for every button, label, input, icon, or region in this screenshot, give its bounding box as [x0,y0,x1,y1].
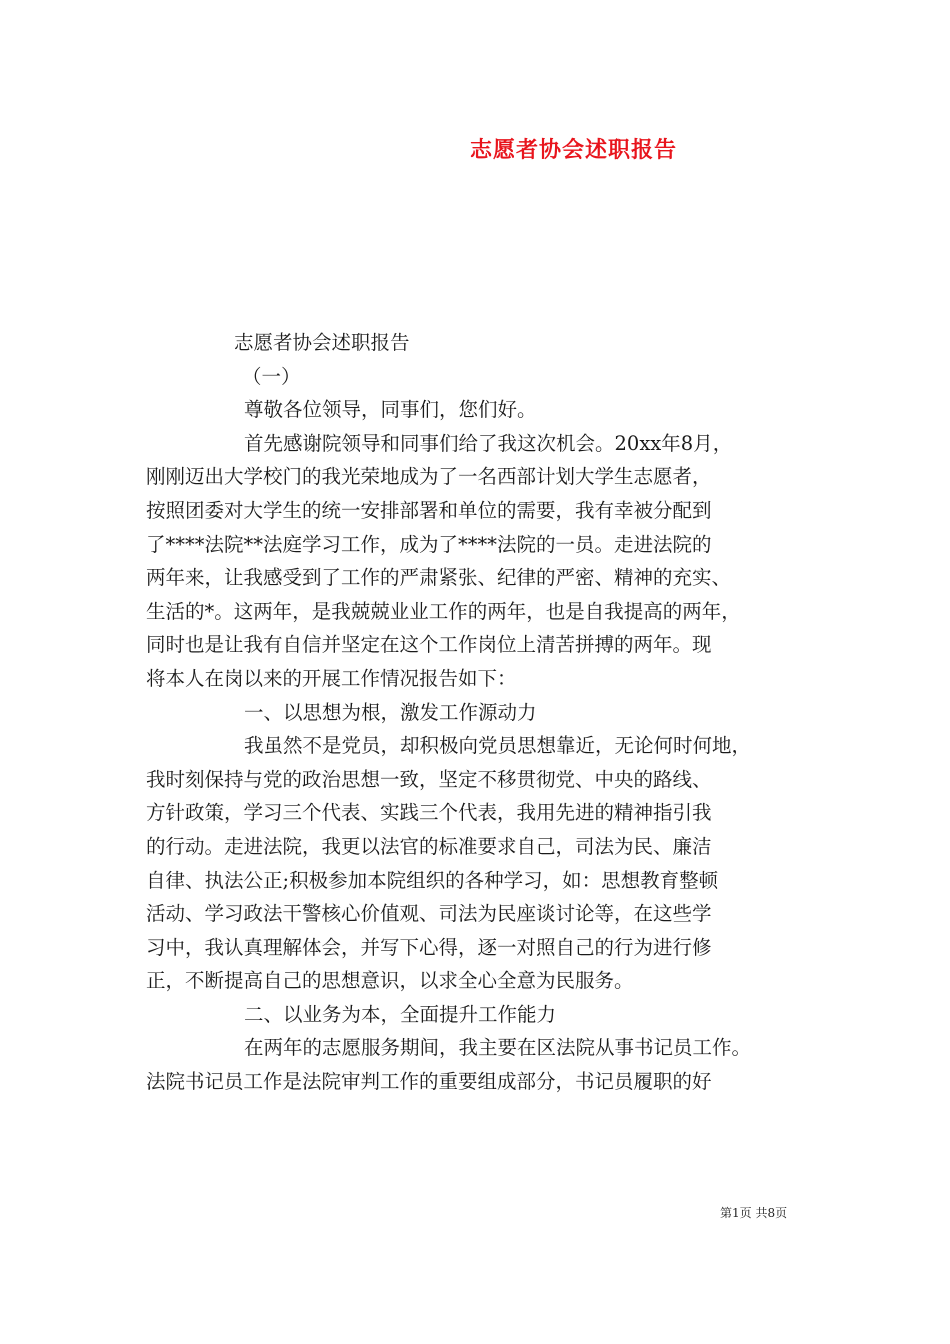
paragraph-line: 的行动。走进法院，我更以法官的标准要求自己，司法为民、廉洁 [146,834,712,858]
paragraph-line: 了****法院**法庭学习工作，成为了****法院的一员。走进法院的 [146,532,712,556]
paragraph-line: 按照团委对大学生的统一安排部署和单位的需要，我有幸被分配到 [146,498,712,522]
paragraph-line: 生活的*。这两年，是我兢兢业业工作的两年，也是自我提高的两年， [146,599,741,623]
paragraph-line: 在两年的志愿服务期间，我主要在区法院从事书记员工作。 [244,1036,752,1060]
paragraph-line: 刚刚迈出大学校门的我光荣地成为了一名西部计划大学生志愿者， [146,465,712,489]
salutation: 尊敬各位领导，同事们，您们好。 [244,398,537,422]
paragraph-line: 将本人在岗以来的开展工作情况报告如下： [146,666,517,690]
section-title: 志愿者协会述职报告 [234,331,410,354]
document-body [146,326,826,1099]
section-heading: 一、以思想为根，激发工作源动力 [244,700,537,724]
paragraph-line: 我时刻保持与党的政治思想一致，坚定不移贯彻党、中央的路线、 [146,767,712,791]
section-heading: 二、以业务为本，全面提升工作能力 [244,1002,557,1026]
paragraph-line: 正，不断提高自己的思想意识，以求全心全意为民服务。 [146,969,634,993]
document-title: 志愿者协会述职报告 [470,137,678,163]
paragraph-line: 习中，我认真理解体会，并写下心得，逐一对照自己的行为进行修 [146,935,712,959]
paragraph-line: 两年来，让我感受到了工作的严肃紧张、纪律的严密、精神的充实、 [146,566,732,590]
paragraph-line: 首先感谢院领导和同事们给了我这次机会。20xx年8月， [244,431,733,455]
paragraph-line: 方针政策，学习三个代表、实践三个代表，我用先进的精神指引我 [146,801,712,825]
paragraph-line: 同时也是让我有自信并坚定在这个工作岗位上清苦拼搏的两年。现 [146,633,712,657]
paragraph-line: 自律、执法公正;积极参加本院组织的各种学习，如：思想教育整顿 [146,868,719,892]
part-number: （一） [242,364,301,388]
paragraph-line: 我虽然不是党员，却积极向党员思想靠近，无论何时何地， [244,734,752,758]
paragraph-line: 法院书记员工作是法院审判工作的重要组成部分，书记员履职的好 [146,1070,712,1094]
page-footer: 第1页 共8页 [720,1206,788,1220]
paragraph-line: 活动、学习政法干警核心价值观、司法为民座谈讨论等，在这些学 [146,902,712,926]
